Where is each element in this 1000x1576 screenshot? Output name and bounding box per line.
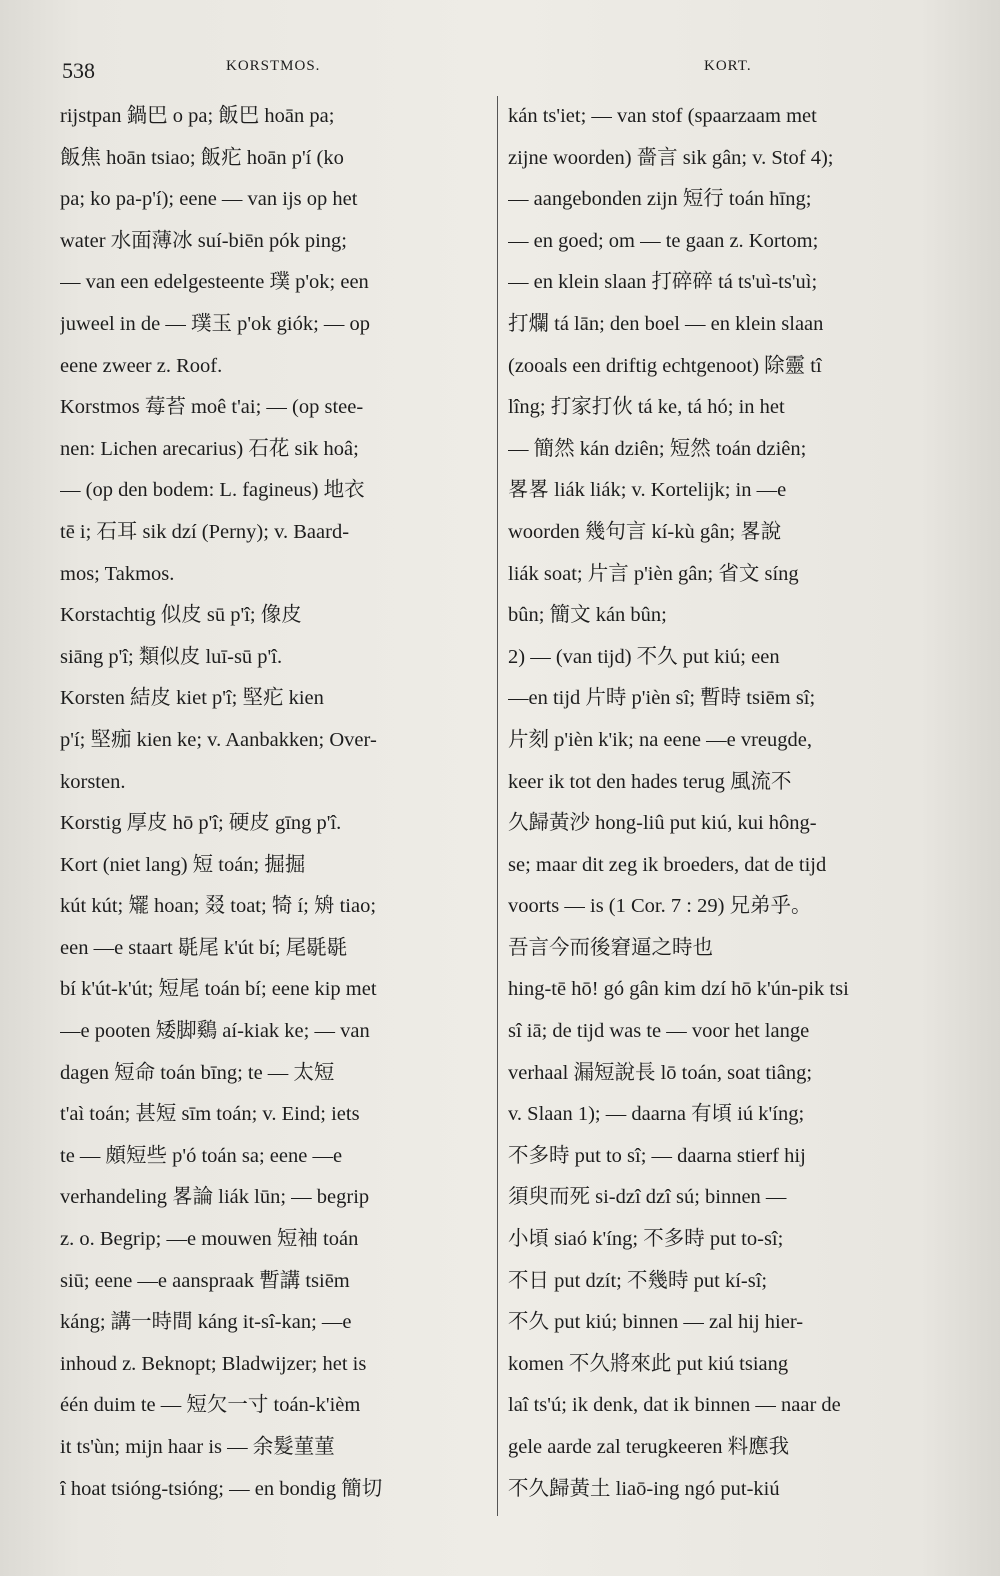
- text-line: 不多時 put to sî; — daarna stierf hij: [508, 1144, 806, 1167]
- text-line: eene zweer z. Roof.: [60, 354, 223, 377]
- text-line: dagen 短命 toán bīng; te — 太短: [60, 1061, 335, 1084]
- text-line: tē i; 石耳 sik dzí (Perny); v. Baard-: [60, 520, 350, 543]
- text-line: te — 頗短些 p'ó toán sa; eene —e: [60, 1144, 343, 1167]
- text-line: bûn; 簡文 kán bûn;: [508, 604, 667, 627]
- text-line: verhandeling 畧論 liák lūn; — begrip: [60, 1186, 370, 1209]
- text-line: (zooals een driftig echtgenoot) 除靈 tî: [508, 354, 822, 377]
- text-line: Kort (niet lang) 短 toán; 掘掘: [60, 853, 306, 876]
- text-line: 2) — (van tijd) 不久 put kiú; een: [508, 645, 780, 668]
- text-line: — aangebonden zijn 短行 toán hīng;: [508, 188, 812, 211]
- left-running-head: KORSTMOS.: [226, 58, 321, 74]
- text-line: water 水面薄冰 suí-biēn pók ping;: [60, 229, 347, 252]
- text-line: 久歸黃沙 hong-liû put kiú, kui hông-: [508, 812, 817, 835]
- text-line: î hoat tsióng-tsióng; — en bondig 簡切: [60, 1477, 383, 1500]
- text-line: juweel in de — 璞玉 p'ok giók; — op: [60, 312, 371, 335]
- text-line: Korstig 厚皮 hō p'î; 硬皮 gīng p'î.: [60, 812, 342, 835]
- text-line: it ts'ùn; mijn haar is — 余髮菫菫: [60, 1436, 335, 1458]
- text-line: siū; eene —e aanspraak 暫講 tsiēm: [60, 1269, 350, 1292]
- text-line: komen 不久將來此 put kiú tsiang: [508, 1352, 789, 1375]
- text-line: gele aarde zal terugkeeren 料應我: [508, 1436, 790, 1458]
- text-line: 不日 put dzít; 不幾時 put kí-sî;: [508, 1269, 768, 1292]
- text-line: korsten.: [60, 770, 126, 793]
- right-column: [508, 96, 940, 1510]
- text-line: se; maar dit zeg ik broeders, dat de tijd: [508, 853, 827, 876]
- text-line: hing-tē hō! gó gân kim dzí hō k'ún-pik tsi: [508, 978, 849, 1001]
- text-line: pa; ko pa-p'í); eene — van ijs op het: [60, 188, 358, 211]
- text-line: z. o. Begrip; —e mouwen 短袖 toán: [60, 1228, 359, 1251]
- text-line: — van een edelgesteente 璞 p'ok; een: [60, 271, 369, 294]
- text-line: verhaal 漏短說長 lō toán, soat tiâng;: [508, 1061, 813, 1084]
- text-line: inhoud z. Beknopt; Bladwijzer; het is: [60, 1352, 367, 1375]
- text-line: rijstpan 鍋巴 o pa; 飯巴 hoān pa;: [60, 105, 335, 127]
- text-line: zijne woorden) 嗇言 sik gân; v. Stof 4);: [508, 146, 834, 169]
- text-line: laî ts'ú; ik denk, dat ik binnen — naar de: [508, 1394, 841, 1417]
- text-line: 不久 put kiú; binnen — zal hij hier-: [508, 1311, 804, 1334]
- text-line: één duim te — 短欠一寸 toán-k'ièm: [60, 1394, 361, 1417]
- text-line: 吾言今而後窘逼之時也: [508, 936, 713, 959]
- text-line: kán ts'iet; — van stof (spaarzaam met: [508, 105, 817, 127]
- text-line: een —e staart 毼尾 k'út bí; 尾毼毼: [60, 936, 348, 959]
- text-line: lîng; 打家打伙 tá ke, tá hó; in het: [508, 396, 785, 419]
- text-line: —e pooten 矮脚鷄 aí-kiak ke; — van: [60, 1020, 370, 1043]
- text-line: 畧畧 liák liák; v. Kortelijk; in —e: [508, 479, 787, 502]
- text-line: bí k'út-k'út; 短尾 toán bí; eene kip met: [60, 978, 377, 1001]
- text-line: —en tijd 片時 p'ièn sî; 暫時 tsiēm sî;: [508, 687, 816, 710]
- text-line: Korstachtig 似皮 sū p'î; 像皮: [60, 604, 302, 627]
- text-line: liák soat; 片言 p'ièn gân; 省文 síng: [508, 562, 799, 585]
- text-line: — en klein slaan 打碎碎 tá ts'uì-ts'uì;: [508, 271, 818, 294]
- text-line: Korsten 結皮 kiet p'î; 堅疕 kien: [60, 687, 324, 710]
- text-line: 片刻 p'ièn k'ik; na eene —e vreugde,: [508, 728, 812, 751]
- page-number: 538: [62, 58, 95, 83]
- column-divider: [497, 96, 498, 1516]
- text-line: p'í; 堅痂 kien ke; v. Aanbakken; Over-: [60, 728, 377, 751]
- text-line: Korstmos 莓苔 moê t'ai; — (op stee-: [60, 396, 364, 419]
- text-line: woorden 幾句言 kí-kù gân; 畧說: [508, 520, 782, 543]
- left-column: [60, 96, 488, 1510]
- text-line: 打爛 tá lān; den boel — en klein slaan: [508, 312, 824, 335]
- text-line: — en goed; om — te gaan z. Kortom;: [508, 229, 819, 252]
- text-line: — 簡然 kán dziên; 短然 toán dziên;: [508, 437, 807, 460]
- text-line: v. Slaan 1); — daarna 有頃 iú k'íng;: [508, 1103, 805, 1126]
- text-line: sî iā; de tijd was te — voor het lange: [508, 1020, 810, 1043]
- text-line: 飯焦 hoān tsiao; 飯疕 hoān p'í (ko: [60, 146, 344, 169]
- text-line: siāng p'î; 類似皮 luī-sū p'î.: [60, 645, 283, 668]
- text-line: keer ik tot den hades terug 風流不: [508, 770, 792, 793]
- text-line: mos; Takmos.: [60, 562, 175, 585]
- text-line: 須臾而死 si-dzî dzî sú; binnen —: [508, 1186, 787, 1209]
- text-line: voorts — is (1 Cor. 7 : 29) 兄弟乎。: [508, 895, 812, 918]
- right-running-head: KORT.: [704, 58, 752, 74]
- text-line: t'aì toán; 甚短 sīm toán; v. Eind; iets: [60, 1103, 360, 1126]
- text-line: — (op den bodem: L. fagineus) 地衣: [60, 479, 365, 502]
- text-line: nen: Lichen arecarius) 石花 sik hoâ;: [60, 437, 359, 460]
- text-line: 不久歸黃土 liaō-ing ngó put-kiú: [508, 1477, 780, 1500]
- text-line: 小頃 siaó k'íng; 不多時 put to-sî;: [508, 1228, 784, 1251]
- text-line: káng; 講一時間 káng it-sî-kan; —e: [60, 1311, 352, 1334]
- text-line: kút kút; 矲 hoan; 叕 toat; 犄 í; 矪 tiao;: [60, 895, 377, 918]
